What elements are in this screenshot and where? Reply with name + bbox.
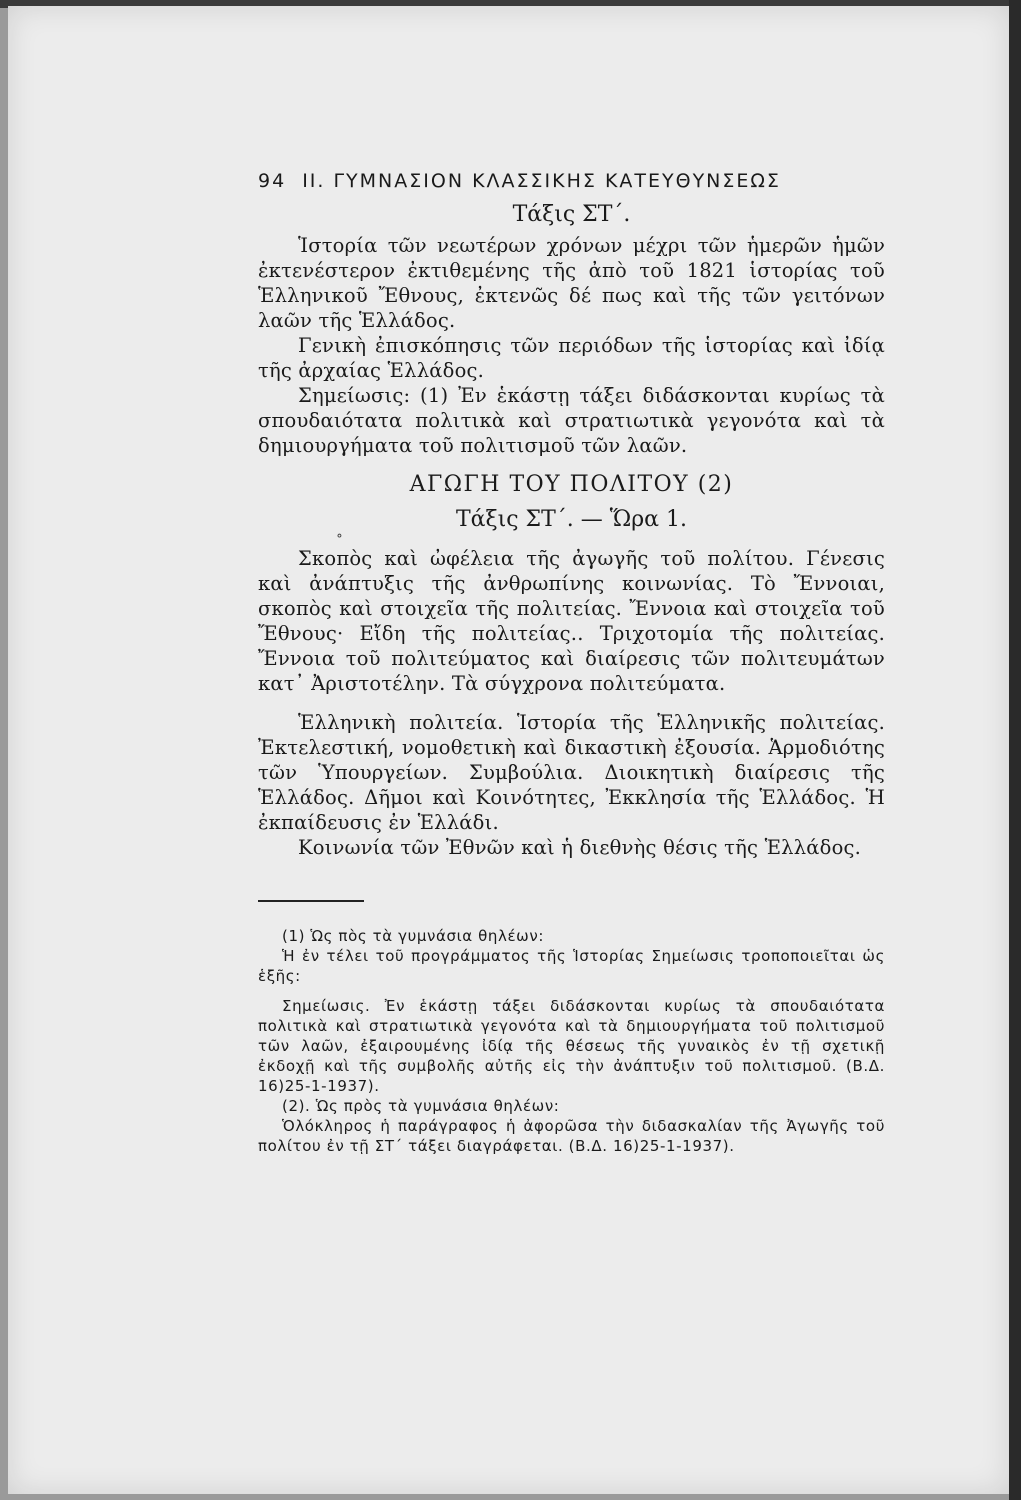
footnote-rule bbox=[258, 900, 364, 902]
footnote-2-label: (2). Ὡς πρὸς τὰ γυμνάσια θηλέων: bbox=[282, 1097, 560, 1115]
section-heading-civics: ΑΓΩΓΗ ΤΟΥ ΠΟΛΙΤΟΥ (2) bbox=[409, 472, 734, 497]
footnote-2-text: Ὁλόκληρος ἡ παράγραφος ἡ ἀφορῶσα τὴν διδασκαλίαν τῆς Ἀγωγῆς τοῦ πολίτου ἐν τῇ ΣΤ΄ τάξει διαγράφεται. (Β.Δ. 16)25-1-1937). bbox=[258, 1117, 885, 1155]
paragraph: Κοινωνία τῶν Ἐθνῶν καὶ ἡ διεθνὴς θέσις τῆς Ἑλλάδος. bbox=[298, 836, 862, 859]
page-number: 94 bbox=[258, 170, 287, 192]
paragraph: Ἱστορία τῶν νεωτέρων χρόνων μέχρι τῶν ἡμερῶν ἡμῶν ἐκτενέστερον ἐκτιθεμένης τῆς ἀπὸ τοῦ 1821 ἱστορίας τοῦ Ἑλληνικοῦ Ἔθνους, ἐκτενῶς δέ πως καὶ τῆς τῶν γειτόνων λαῶν τῆς Ἑλλάδος. bbox=[258, 234, 885, 332]
binding-edge bbox=[1009, 0, 1021, 1500]
section-title-history: Τάξις ΣΤ΄. bbox=[512, 202, 631, 227]
page-content bbox=[258, 170, 885, 1156]
running-head-title: II. ΓΥΜΝΑΣΙΟΝ ΚΛΑΣΣΙΚΗΣ ΚΑΤΕΥΘΥΝΣΕΩΣ bbox=[302, 170, 781, 192]
running-head bbox=[258, 170, 885, 192]
paragraph: Γενικὴ ἐπισκόπησις τῶν περιόδων τῆς ἱστορίας καὶ ἰδίᾳ τῆς ἀρχαίας Ἑλλάδος. bbox=[258, 334, 885, 382]
footnote-1-note: Σημείωσις. Ἐν ἑκάστῃ τάξει διδάσκονται κυρίως τὰ σπουδαιότατα πολιτικὰ καὶ στρατιωτικὰ γεγονότα καὶ τὰ δημιουργήματα τοῦ πολιτισμοῦ τῶν λαῶν, ἐξαιρουμένης ἰδίᾳ τῆς θέσεως τῆς γυναικὸς ἐν τῇ σχετικῇ ἐκδοχῇ καὶ τῆς συμβολῆς αὐτῆς εἰς τὴν ἀνάπτυξιν τοῦ πολιτισμοῦ. (Β.Δ. 16)25-1-1937). bbox=[258, 997, 885, 1095]
paragraph: Ἑλληνικὴ πολιτεία. Ἱστορία τῆς Ἑλληνικῆς πολιτείας. Ἐκτελεστική, νομοθετικὴ καὶ δικαστικὴ ἐξουσία. Ἁρμοδιότης τῶν Ὑπουργείων. Συμβούλια. Διοικητικὴ διαίρεσις τῆς Ἑλλάδος. Δῆμοι καὶ Κοινότητες, Ἐκκλησία τῆς Ἑλλάδος. Ἡ ἐκπαίδευσις ἐν Ἑλλάδι. bbox=[258, 711, 885, 834]
paragraph: Σημείωσις: (1) Ἐν ἑκάστῃ τάξει διδάσκονται κυρίως τὰ σπουδαιότατα πολιτικὰ καὶ στρατιωτικὰ γεγονότα καὶ τὰ δημιουργήματα τοῦ πολιτισμοῦ τῶν λαῶν. bbox=[258, 384, 885, 457]
footnote-1-label: (1) Ὡς πὸς τὰ γυμνάσια θηλέων: bbox=[282, 927, 544, 945]
footnote-1-text: Ἡ ἐν τέλει τοῦ προγράμματος τῆς Ἱστορίας Σημείωσις τροποποιεῖται ὡς ἑξῆς: bbox=[258, 947, 885, 985]
section-subheading: Τάξις ΣΤ΄. — Ὥρα 1. bbox=[455, 507, 688, 532]
paragraph: Σκοπὸς καὶ ὠφέλεια τῆς ἀγωγῆς τοῦ πολίτου. Γένεσις καὶ ἀνάπτυξις τῆς ἀνθρωπίνης κοινωνίας. Τὸ Ἔννοιαι, σκοπὸς καὶ στοιχεῖα τῆς πολιτείας. Ἔννοια καὶ στοιχεῖα τοῦ Ἔθνους· Εἴδη τῆς πολιτείας.. Τριχοτομία τῆς πολιτείας. Ἔννοια τοῦ πολιτεύματος καὶ διαίρεσις τῶν πολιτευμάτων κατ᾽ Ἀριστοτέλην. Τὰ σύγχρονα πολιτεύματα. bbox=[258, 547, 885, 695]
pencil-mark: ∘ bbox=[336, 528, 343, 544]
